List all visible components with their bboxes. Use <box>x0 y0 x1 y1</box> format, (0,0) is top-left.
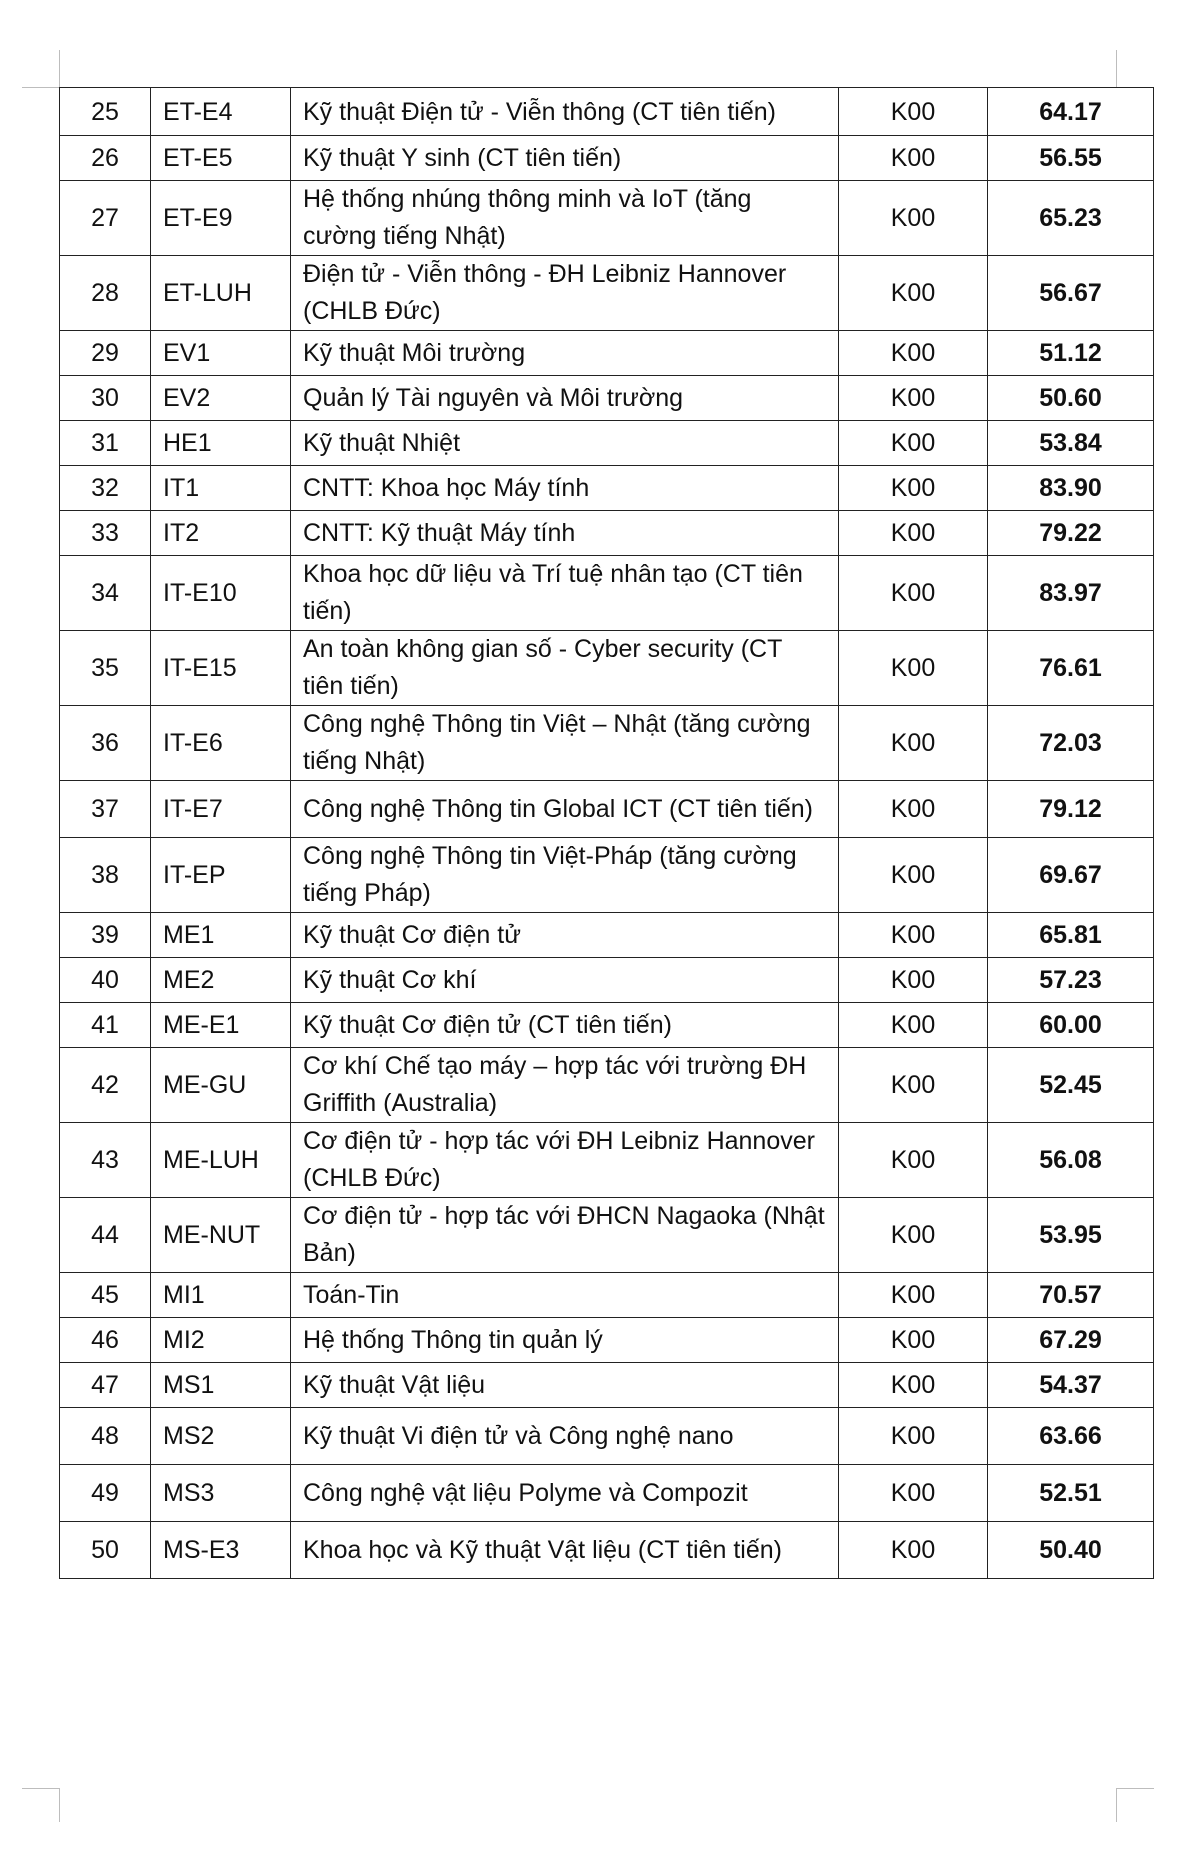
program-name: CNTT: Khoa học Máy tính <box>291 466 839 511</box>
cutoff-score: 64.17 <box>988 88 1154 136</box>
table-row <box>60 1408 1154 1465</box>
program-name: Toán-Tin <box>291 1273 839 1318</box>
table-row <box>60 706 1154 781</box>
program-code: IT-E10 <box>151 556 291 631</box>
program-name: Hệ thống Thông tin quản lý <box>291 1318 839 1363</box>
program-name: Cơ điện tử - hợp tác với ĐH Leibniz Hannover (CHLB Đức) <box>291 1123 839 1198</box>
subject-combination: K00 <box>839 1003 988 1048</box>
cutoff-score: 56.55 <box>988 136 1154 181</box>
subject-combination: K00 <box>839 1048 988 1123</box>
table-row <box>60 1363 1154 1408</box>
cutoff-score: 57.23 <box>988 958 1154 1003</box>
row-number: 31 <box>60 421 151 466</box>
crop-mark-bottom-left-horizontal <box>22 1788 60 1789</box>
subject-combination: K00 <box>839 376 988 421</box>
table-row <box>60 631 1154 706</box>
row-number: 29 <box>60 331 151 376</box>
row-number: 41 <box>60 1003 151 1048</box>
cutoff-score: 72.03 <box>988 706 1154 781</box>
subject-combination: K00 <box>839 1522 988 1579</box>
row-number: 40 <box>60 958 151 1003</box>
cutoff-score: 60.00 <box>988 1003 1154 1048</box>
subject-combination: K00 <box>839 466 988 511</box>
crop-mark-bottom-right-vertical <box>1116 1788 1117 1822</box>
program-name: Khoa học và Kỹ thuật Vật liệu (CT tiên tiến) <box>291 1522 839 1579</box>
subject-combination: K00 <box>839 838 988 913</box>
table-row <box>60 421 1154 466</box>
cutoff-score: 51.12 <box>988 331 1154 376</box>
table-row <box>60 958 1154 1003</box>
row-number: 50 <box>60 1522 151 1579</box>
row-number: 43 <box>60 1123 151 1198</box>
table-row <box>60 1123 1154 1198</box>
row-number: 45 <box>60 1273 151 1318</box>
program-name: Cơ điện tử - hợp tác với ĐHCN Nagaoka (Nhật Bản) <box>291 1198 839 1273</box>
subject-combination: K00 <box>839 1198 988 1273</box>
program-name: Công nghệ vật liệu Polyme và Compozit <box>291 1465 839 1522</box>
table-row <box>60 1465 1154 1522</box>
row-number: 28 <box>60 256 151 331</box>
table-row <box>60 1522 1154 1579</box>
row-number: 48 <box>60 1408 151 1465</box>
table-row <box>60 1003 1154 1048</box>
program-name: Hệ thống nhúng thông minh và IoT (tăng cường tiếng Nhật) <box>291 181 839 256</box>
subject-combination: K00 <box>839 631 988 706</box>
row-number: 25 <box>60 88 151 136</box>
row-number: 44 <box>60 1198 151 1273</box>
table-row <box>60 181 1154 256</box>
program-code: MI2 <box>151 1318 291 1363</box>
subject-combination: K00 <box>839 88 988 136</box>
program-name: Công nghệ Thông tin Việt-Pháp (tăng cường tiếng Pháp) <box>291 838 839 913</box>
program-name: Kỹ thuật Môi trường <box>291 331 839 376</box>
subject-combination: K00 <box>839 1123 988 1198</box>
row-number: 46 <box>60 1318 151 1363</box>
crop-mark-top-right-vertical <box>1116 50 1117 88</box>
cutoff-score: 83.90 <box>988 466 1154 511</box>
program-code: ME1 <box>151 913 291 958</box>
cutoff-score: 79.22 <box>988 511 1154 556</box>
subject-combination: K00 <box>839 1273 988 1318</box>
row-number: 35 <box>60 631 151 706</box>
row-number: 30 <box>60 376 151 421</box>
table-row <box>60 1198 1154 1273</box>
subject-combination: K00 <box>839 1408 988 1465</box>
program-code: IT-E15 <box>151 631 291 706</box>
program-code: ME2 <box>151 958 291 1003</box>
table-row <box>60 256 1154 331</box>
subject-combination: K00 <box>839 181 988 256</box>
subject-combination: K00 <box>839 256 988 331</box>
cutoff-score: 65.23 <box>988 181 1154 256</box>
program-code: ME-LUH <box>151 1123 291 1198</box>
subject-combination: K00 <box>839 511 988 556</box>
program-code: IT-E7 <box>151 781 291 838</box>
program-code: ME-GU <box>151 1048 291 1123</box>
subject-combination: K00 <box>839 1318 988 1363</box>
crop-mark-bottom-right-horizontal <box>1116 1788 1154 1789</box>
table-row <box>60 136 1154 181</box>
cutoff-score: 65.81 <box>988 913 1154 958</box>
program-name: Kỹ thuật Vật liệu <box>291 1363 839 1408</box>
crop-mark-bottom-left-vertical <box>59 1788 60 1822</box>
row-number: 38 <box>60 838 151 913</box>
table-row <box>60 556 1154 631</box>
table-row <box>60 781 1154 838</box>
table-row <box>60 913 1154 958</box>
program-name: Kỹ thuật Y sinh (CT tiên tiến) <box>291 136 839 181</box>
program-code: ET-LUH <box>151 256 291 331</box>
program-name: Khoa học dữ liệu và Trí tuệ nhân tạo (CT tiên tiến) <box>291 556 839 631</box>
table-row <box>60 376 1154 421</box>
cutoff-score: 53.84 <box>988 421 1154 466</box>
subject-combination: K00 <box>839 706 988 781</box>
admission-scores-table <box>59 87 1154 1579</box>
cutoff-score: 70.57 <box>988 1273 1154 1318</box>
program-code: ME-E1 <box>151 1003 291 1048</box>
program-code: HE1 <box>151 421 291 466</box>
cutoff-score: 50.60 <box>988 376 1154 421</box>
subject-combination: K00 <box>839 1465 988 1522</box>
program-code: ET-E4 <box>151 88 291 136</box>
program-name: Kỹ thuật Cơ điện tử (CT tiên tiến) <box>291 1003 839 1048</box>
row-number: 34 <box>60 556 151 631</box>
cutoff-score: 56.67 <box>988 256 1154 331</box>
table-row <box>60 1048 1154 1123</box>
program-name: Kỹ thuật Vi điện tử và Công nghệ nano <box>291 1408 839 1465</box>
program-code: IT1 <box>151 466 291 511</box>
program-code: IT2 <box>151 511 291 556</box>
program-code: EV1 <box>151 331 291 376</box>
subject-combination: K00 <box>839 421 988 466</box>
program-code: IT-EP <box>151 838 291 913</box>
crop-mark-top-left-horizontal <box>22 87 60 88</box>
program-code: MS-E3 <box>151 1522 291 1579</box>
program-code: MI1 <box>151 1273 291 1318</box>
program-name: Quản lý Tài nguyên và Môi trường <box>291 376 839 421</box>
cutoff-score: 69.67 <box>988 838 1154 913</box>
subject-combination: K00 <box>839 136 988 181</box>
table-row <box>60 1273 1154 1318</box>
crop-mark-top-left-vertical <box>59 50 60 88</box>
table-row <box>60 511 1154 556</box>
table-body <box>60 88 1154 1579</box>
program-code: EV2 <box>151 376 291 421</box>
row-number: 36 <box>60 706 151 781</box>
row-number: 27 <box>60 181 151 256</box>
row-number: 49 <box>60 1465 151 1522</box>
cutoff-score: 76.61 <box>988 631 1154 706</box>
row-number: 47 <box>60 1363 151 1408</box>
program-name: Kỹ thuật Cơ khí <box>291 958 839 1003</box>
cutoff-score: 56.08 <box>988 1123 1154 1198</box>
subject-combination: K00 <box>839 958 988 1003</box>
row-number: 39 <box>60 913 151 958</box>
program-name: An toàn không gian số - Cyber security (CT tiên tiến) <box>291 631 839 706</box>
cutoff-score: 52.51 <box>988 1465 1154 1522</box>
cutoff-score: 50.40 <box>988 1522 1154 1579</box>
program-code: MS2 <box>151 1408 291 1465</box>
table-row <box>60 331 1154 376</box>
table-row <box>60 88 1154 136</box>
program-code: MS3 <box>151 1465 291 1522</box>
row-number: 32 <box>60 466 151 511</box>
row-number: 37 <box>60 781 151 838</box>
row-number: 42 <box>60 1048 151 1123</box>
program-code: ET-E5 <box>151 136 291 181</box>
cutoff-score: 53.95 <box>988 1198 1154 1273</box>
program-code: ET-E9 <box>151 181 291 256</box>
cutoff-score: 67.29 <box>988 1318 1154 1363</box>
program-name: Cơ khí Chế tạo máy – hợp tác với trường ĐH Griffith (Australia) <box>291 1048 839 1123</box>
cutoff-score: 54.37 <box>988 1363 1154 1408</box>
cutoff-score: 52.45 <box>988 1048 1154 1123</box>
subject-combination: K00 <box>839 781 988 838</box>
table-row <box>60 1318 1154 1363</box>
subject-combination: K00 <box>839 913 988 958</box>
cutoff-score: 79.12 <box>988 781 1154 838</box>
cutoff-score: 83.97 <box>988 556 1154 631</box>
program-name: Công nghệ Thông tin Việt – Nhật (tăng cường tiếng Nhật) <box>291 706 839 781</box>
program-code: IT-E6 <box>151 706 291 781</box>
subject-combination: K00 <box>839 556 988 631</box>
row-number: 33 <box>60 511 151 556</box>
subject-combination: K00 <box>839 1363 988 1408</box>
row-number: 26 <box>60 136 151 181</box>
program-name: CNTT: Kỹ thuật Máy tính <box>291 511 839 556</box>
table-row <box>60 838 1154 913</box>
program-code: ME-NUT <box>151 1198 291 1273</box>
cutoff-score: 63.66 <box>988 1408 1154 1465</box>
program-name: Kỹ thuật Điện tử - Viễn thông (CT tiên tiến) <box>291 88 839 136</box>
program-name: Công nghệ Thông tin Global ICT (CT tiên tiến) <box>291 781 839 838</box>
table-row <box>60 466 1154 511</box>
program-code: MS1 <box>151 1363 291 1408</box>
program-name: Kỹ thuật Cơ điện tử <box>291 913 839 958</box>
subject-combination: K00 <box>839 331 988 376</box>
program-name: Điện tử - Viễn thông - ĐH Leibniz Hannover (CHLB Đức) <box>291 256 839 331</box>
program-name: Kỹ thuật Nhiệt <box>291 421 839 466</box>
